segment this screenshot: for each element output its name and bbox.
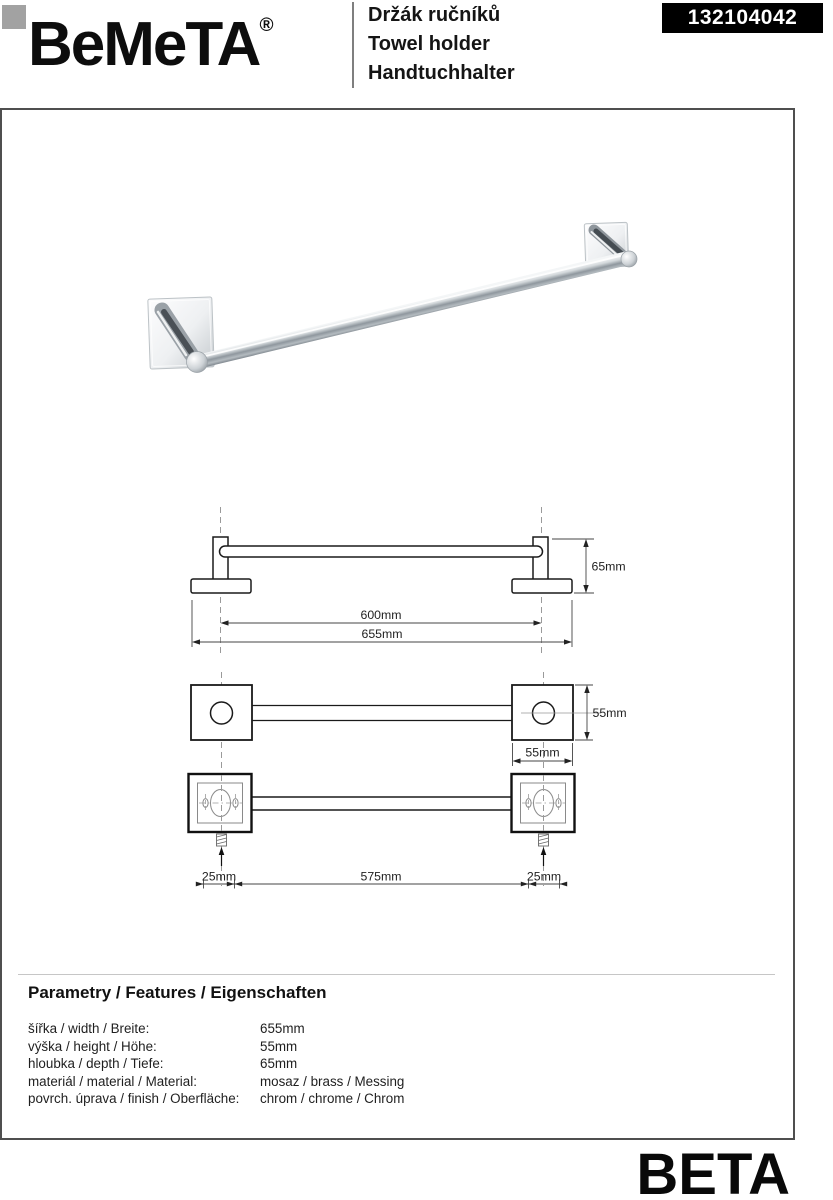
spec-label: materiál / material / Material: bbox=[28, 1073, 197, 1089]
brand-logo bbox=[28, 0, 273, 80]
dim-plate-55v bbox=[575, 685, 593, 740]
spec-value: mosaz / brass / Messing bbox=[260, 1073, 405, 1089]
product-name-en: Towel holder bbox=[368, 33, 490, 55]
registered-trademark-icon: ® bbox=[259, 15, 274, 36]
photo-left-end-cap bbox=[187, 352, 208, 373]
side-left-base bbox=[191, 579, 251, 593]
drawing-side-view bbox=[191, 507, 626, 657]
spec-label: hloubka / depth / Tiefe: bbox=[28, 1056, 164, 1072]
spec-value: 655mm bbox=[260, 1021, 305, 1036]
arrowhead-up bbox=[541, 847, 547, 855]
spec-heading: Parametry / Features / Eigenschaften bbox=[28, 983, 327, 1002]
side-left-post bbox=[213, 537, 228, 580]
arrowhead bbox=[565, 758, 573, 763]
product-photo bbox=[0, 190, 795, 390]
spec-row-material bbox=[28, 1073, 404, 1091]
arrowhead bbox=[584, 732, 589, 740]
side-right-post bbox=[533, 537, 548, 580]
dim-label-plate-v: 55mm bbox=[592, 706, 627, 720]
technical-drawings bbox=[0, 495, 795, 895]
dim-label-total-width: 655mm bbox=[361, 627, 403, 641]
spec-value: 65mm bbox=[260, 1056, 298, 1072]
drawing-mounting-view bbox=[189, 774, 575, 889]
screw-symbol-right bbox=[539, 834, 549, 846]
dim-label-left-offset: 25mm bbox=[201, 869, 237, 884]
arrowhead bbox=[583, 539, 588, 547]
dim-label-bar-length: 600mm bbox=[360, 608, 402, 622]
arrowhead bbox=[584, 685, 589, 693]
series-name: BETA bbox=[636, 1142, 790, 1200]
spec-label: výška / height / Höhe: bbox=[28, 1038, 157, 1054]
dim-label-plate-h: 55mm bbox=[525, 745, 560, 760]
dim-label-height: 65mm bbox=[591, 559, 626, 574]
product-name-de: Handtuchhalter bbox=[368, 62, 515, 84]
arrowhead bbox=[221, 620, 229, 625]
dim-label-screw-spacing: 575mm bbox=[360, 869, 402, 884]
arrowhead-up bbox=[219, 847, 225, 855]
arrowhead bbox=[534, 620, 542, 625]
product-code-badge: 132104042 bbox=[662, 3, 823, 33]
dim-label-right-offset: 25mm bbox=[526, 869, 562, 884]
arrowhead bbox=[192, 639, 200, 644]
brand-logo-text: BeMeTA bbox=[28, 10, 260, 79]
spec-row-width bbox=[28, 1020, 404, 1038]
spec-row-height bbox=[28, 1038, 404, 1056]
arrowhead bbox=[583, 585, 588, 593]
photo-right-end-cap bbox=[621, 251, 637, 267]
arrowhead bbox=[564, 639, 572, 644]
spec-divider bbox=[18, 974, 775, 975]
spec-table bbox=[28, 1020, 404, 1108]
spec-value: chrom / chrome / Chrom bbox=[260, 1091, 405, 1107]
product-name-cs: Držák ručníků bbox=[368, 4, 501, 26]
spec-row-depth bbox=[28, 1055, 404, 1073]
header-divider bbox=[352, 2, 354, 88]
drawing-top-view bbox=[191, 672, 627, 771]
spec-label: povrch. úprava / finish / Oberfläche: bbox=[28, 1091, 240, 1107]
spec-row-finish bbox=[28, 1090, 404, 1108]
spec-value: 55mm bbox=[260, 1038, 298, 1054]
side-bar bbox=[220, 546, 543, 557]
photo-towel-bar bbox=[195, 251, 629, 369]
top-left-bar-section bbox=[211, 702, 233, 724]
arrowhead bbox=[513, 758, 521, 763]
brand-square-mark bbox=[2, 5, 26, 29]
product-titles bbox=[368, 1, 515, 88]
screw-symbol-left bbox=[217, 834, 227, 846]
side-right-base bbox=[512, 579, 572, 593]
spec-label: šířka / width / Breite: bbox=[28, 1021, 150, 1036]
